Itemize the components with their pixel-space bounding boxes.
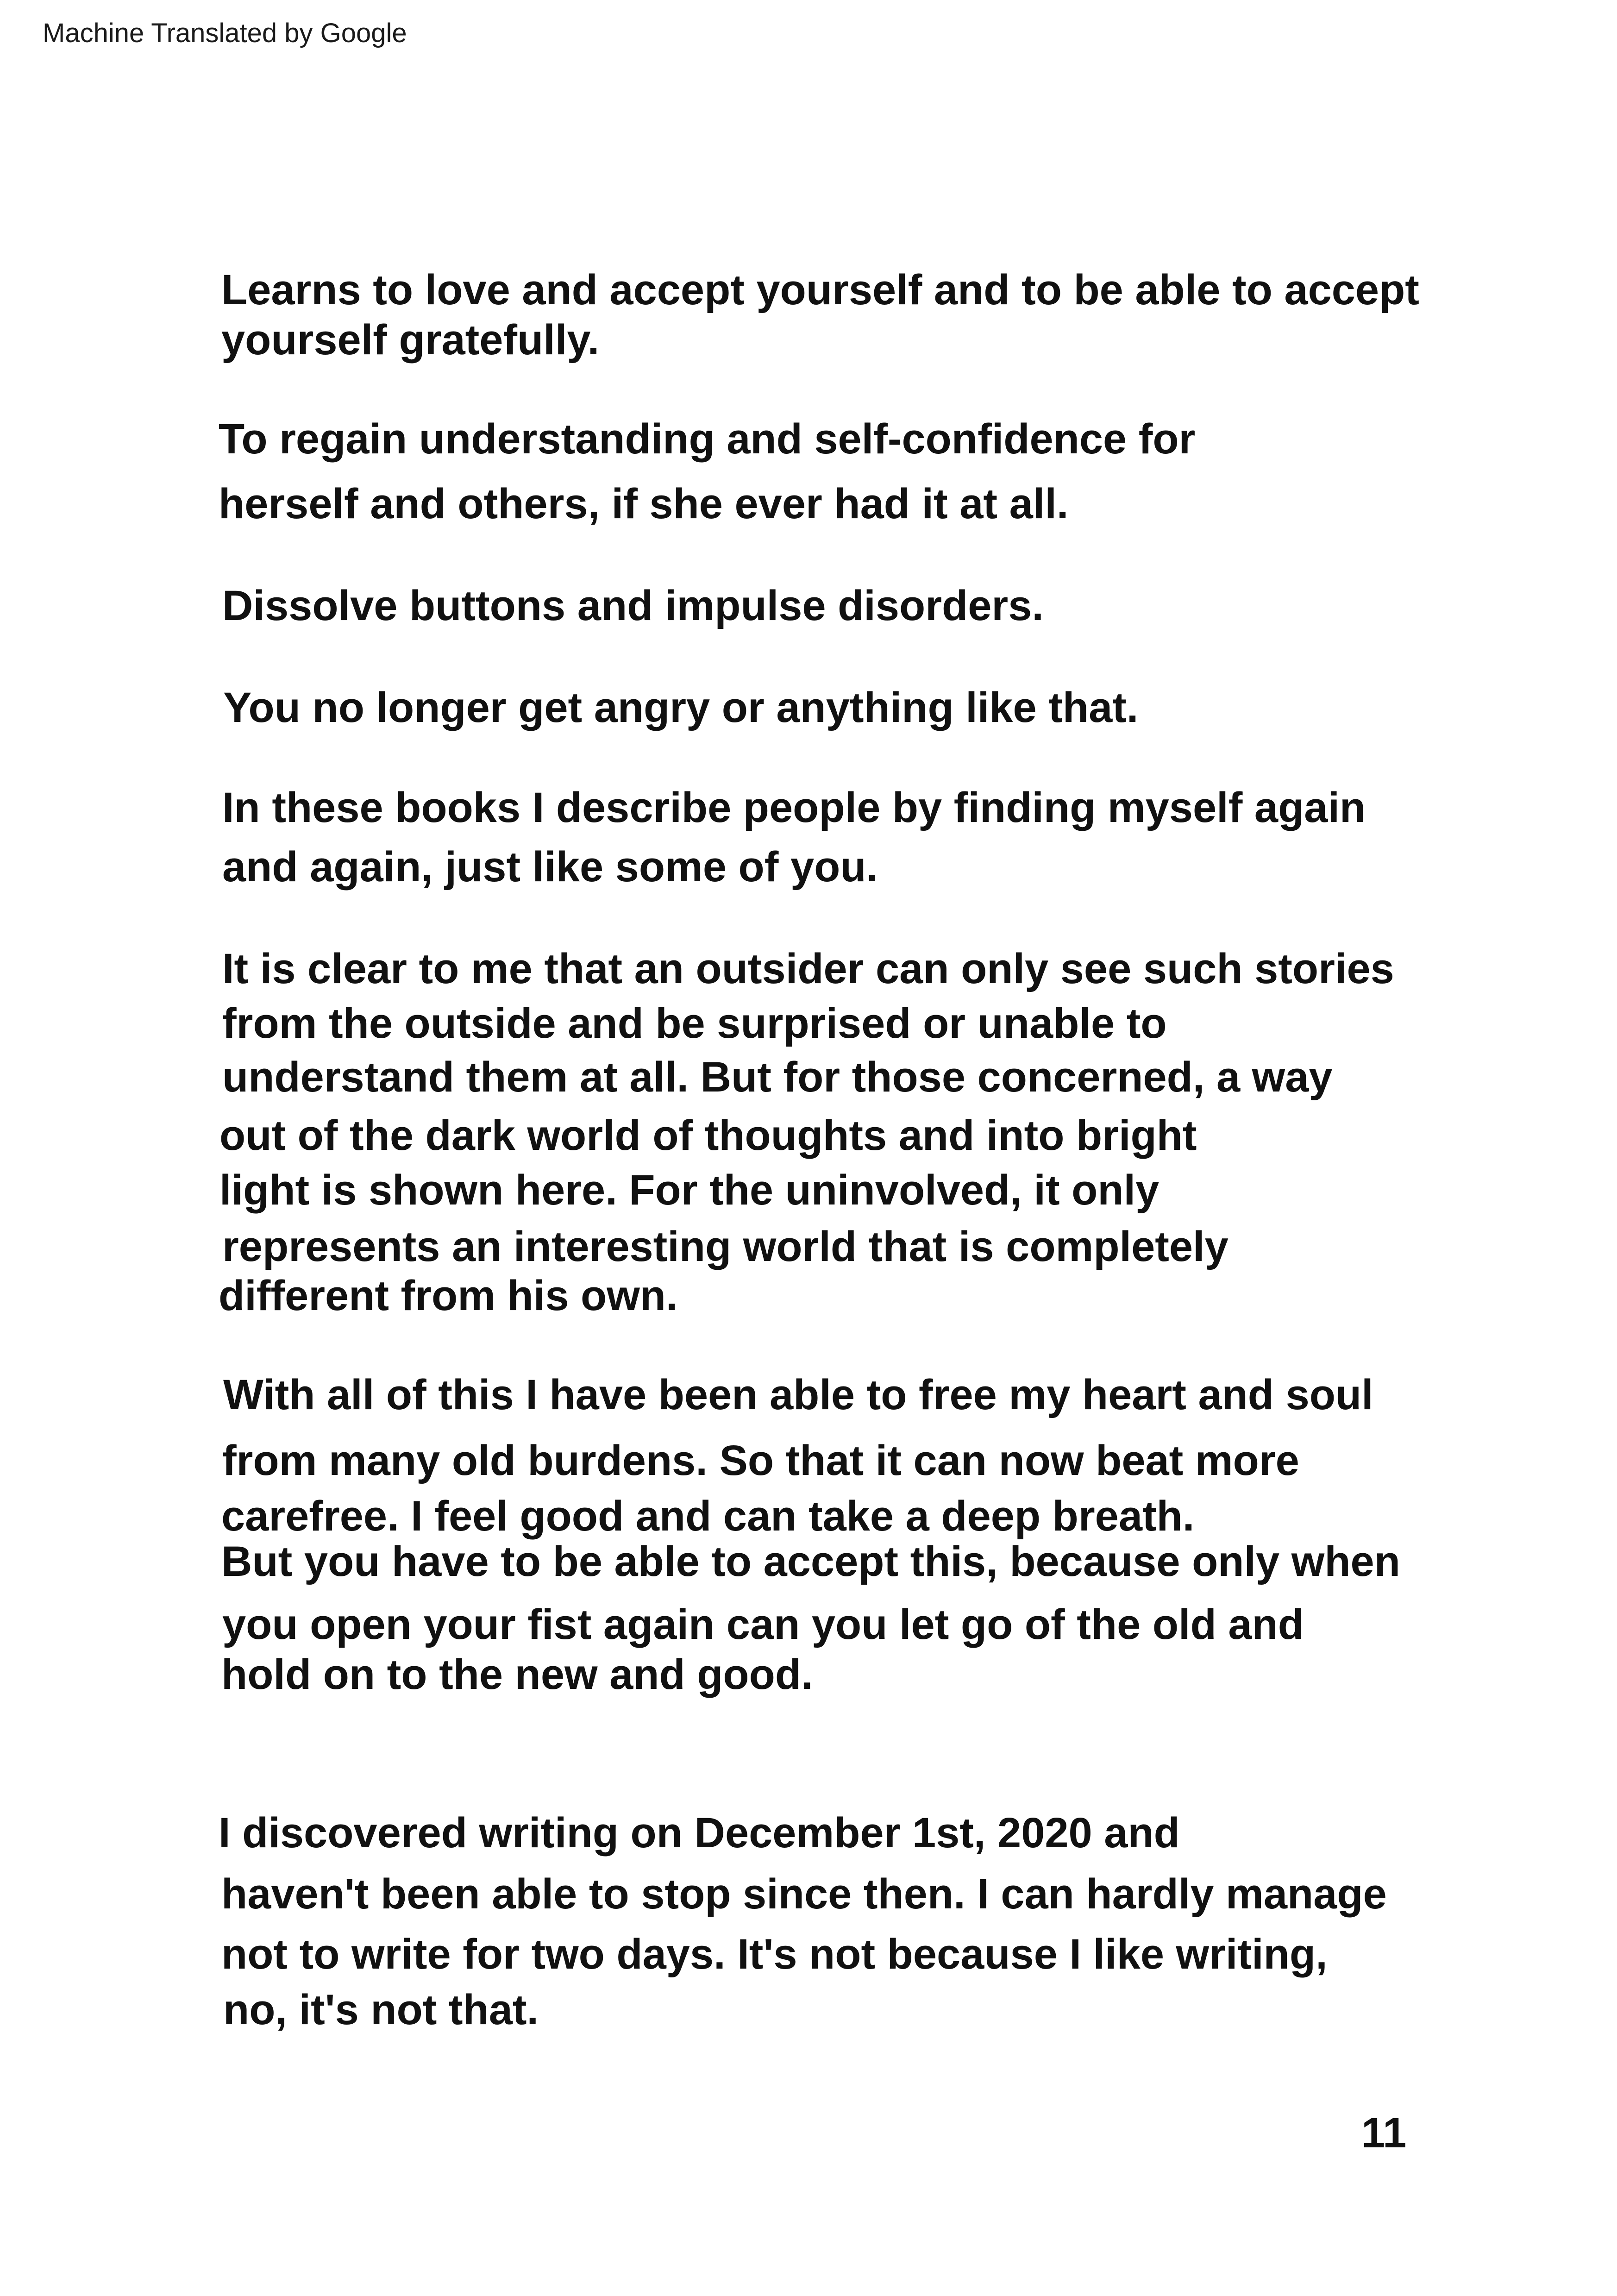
- paragraph-6-line-1: It is clear to me that an outsider can only see such stories: [222, 945, 1394, 992]
- paragraph-8-line-3: not to write for two days. It's not because I like writing,: [221, 1931, 1328, 1978]
- paragraph-1-line-1: Learns to love and accept yourself and to be able to accept: [221, 266, 1419, 314]
- paragraph-8-line-4: no, it's not that.: [223, 1986, 539, 2033]
- machine-translation-banner: Machine Translated by Google: [43, 18, 407, 48]
- paragraph-3-line-1: Dissolve buttons and impulse disorders.: [222, 582, 1044, 629]
- paragraph-8-line-2: haven't been able to stop since then. I can hardly manage: [221, 1870, 1387, 1918]
- paragraph-2-line-2: herself and others, if she ever had it at all.: [219, 480, 1069, 527]
- paragraph-6-line-4: out of the dark world of thoughts and into bright: [219, 1112, 1197, 1159]
- paragraph-6-line-7: different from his own.: [219, 1272, 678, 1319]
- paragraph-6-line-5: light is shown here. For the uninvolved, it only: [219, 1167, 1159, 1214]
- paragraph-6-line-2: from the outside and be surprised or unable to: [222, 1000, 1167, 1047]
- page-number: 11: [1361, 2109, 1407, 2157]
- paragraph-7-line-4: But you have to be able to accept this, because only when: [221, 1538, 1400, 1585]
- paragraph-2-line-1: To regain understanding and self-confidence for: [219, 415, 1196, 463]
- paragraph-7-line-1: With all of this I have been able to free my heart and soul: [223, 1371, 1373, 1418]
- paragraph-7-line-5: you open your fist again can you let go of the old and: [222, 1601, 1304, 1648]
- paragraph-8-line-1: I discovered writing on December 1st, 2020 and: [219, 1809, 1180, 1857]
- paragraph-1-line-2: yourself gratefully.: [221, 316, 600, 364]
- paragraph-6-line-6: represents an interesting world that is completely: [222, 1223, 1228, 1270]
- paragraph-7-line-6: hold on to the new and good.: [221, 1651, 813, 1698]
- paragraph-6-line-3: understand them at all. But for those concerned, a way: [222, 1054, 1333, 1101]
- paragraph-4-line-1: You no longer get angry or anything like that.: [223, 684, 1139, 731]
- paragraph-7-line-2: from many old burdens. So that it can now beat more: [222, 1437, 1299, 1484]
- paragraph-5-line-1: In these books I describe people by finding myself again: [222, 784, 1366, 831]
- paragraph-7-line-3: carefree. I feel good and can take a deep breath.: [221, 1493, 1195, 1540]
- paragraph-5-line-2: and again, just like some of you.: [222, 843, 878, 891]
